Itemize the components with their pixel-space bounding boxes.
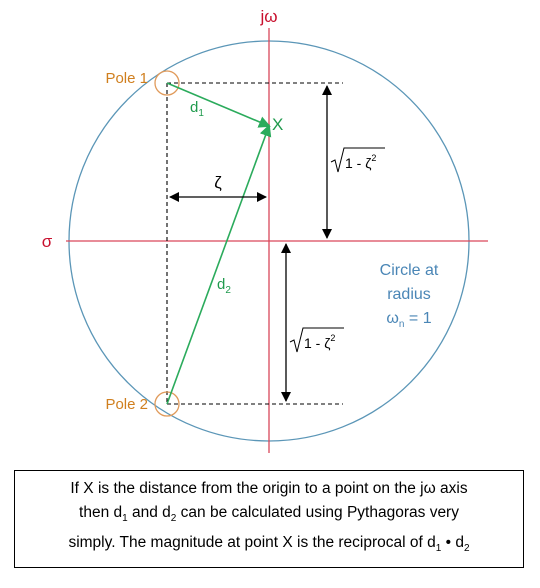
caption-box — [14, 470, 524, 568]
d2-label: $d_2$ — [217, 276, 231, 296]
circle-label-line2: radius — [387, 286, 431, 303]
real-axis-label: σ — [41, 232, 53, 251]
d1-vector — [167, 83, 269, 126]
sqrt-top-label: $1 - \zeta^2$ — [345, 153, 377, 171]
caption-line-3-part-2: • d — [441, 534, 464, 551]
caption-line-2 — [79, 501, 459, 531]
circle-label-line3: $\omega_n = 1$ — [386, 310, 432, 330]
pole1-label: Pole 1 — [105, 70, 148, 87]
caption-line-1: If X is the distance from the origin to a point on the jω axis — [70, 479, 468, 497]
sqrt-bottom-label: $1 - \zeta^2$ — [304, 333, 336, 351]
pole2-label: Pole 2 — [105, 396, 148, 413]
caption-line-3-sub-1: 1 — [435, 543, 442, 555]
caption-line-3-part-1: simply. The magnitude at point X is the reciprocal of d — [68, 534, 436, 551]
caption-line-2-part-1: then d — [79, 503, 123, 521]
circle-label-line1: Circle at — [379, 262, 439, 279]
d2-vector — [167, 126, 269, 404]
caption-line-2-part-2: and d — [127, 503, 171, 521]
caption-line-2-part-3: can be calculated using Pythagoras very — [176, 503, 459, 521]
imaginary-axis-label: jω — [260, 7, 278, 26]
caption-line-2-sub-2: 2 — [170, 513, 177, 524]
d1-label: $d_1$ — [190, 99, 204, 119]
zeta-label: ζ — [214, 173, 222, 192]
caption-line-3 — [68, 531, 469, 561]
caption-line-2-sub-1: 1 — [122, 513, 128, 524]
caption-line-3-sub-2: 2 — [463, 543, 470, 555]
point-x-label: X — [272, 115, 284, 134]
